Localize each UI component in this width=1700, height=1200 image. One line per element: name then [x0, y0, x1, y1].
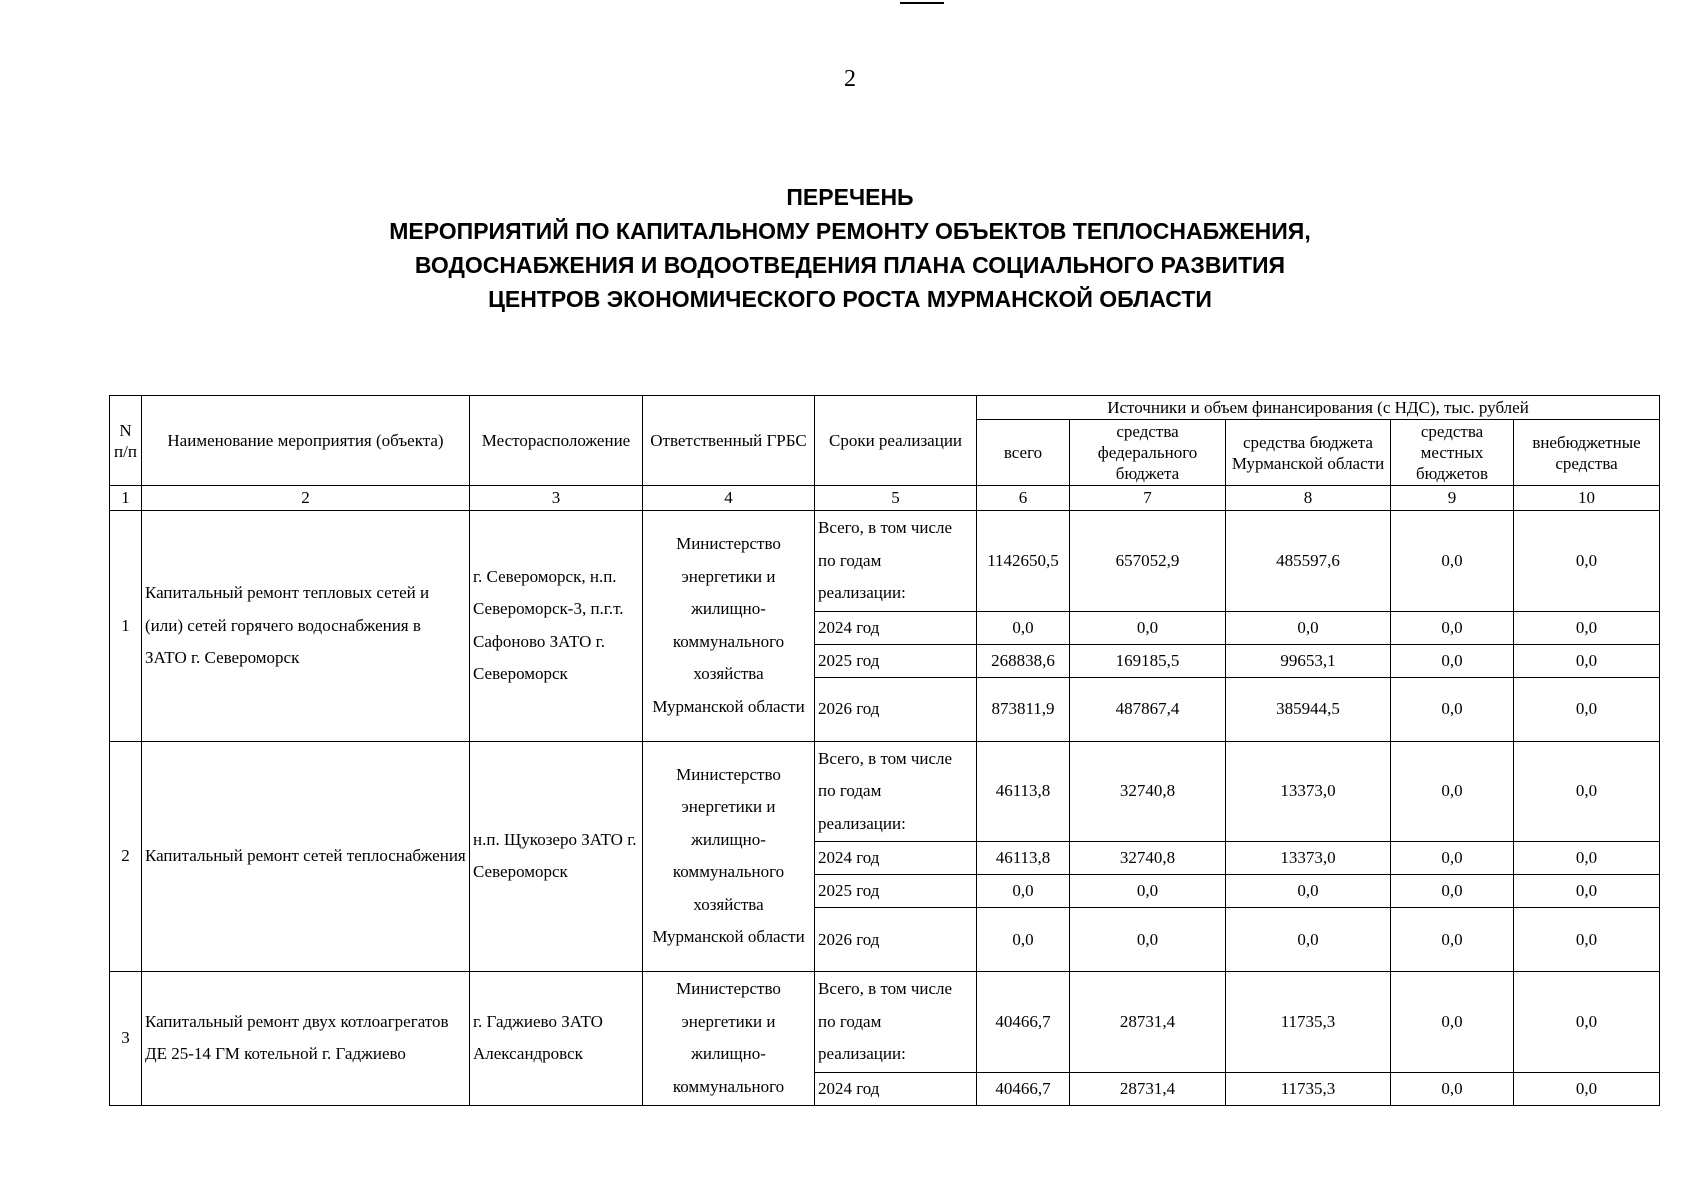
total-value: 46113,8	[977, 842, 1070, 875]
table-row	[110, 741, 1660, 842]
federal-value: 32740,8	[1070, 842, 1226, 875]
column-number: 2	[142, 486, 470, 511]
regional-value: 11735,3	[1226, 972, 1391, 1073]
term: 2024 год	[815, 1072, 977, 1105]
table-row	[110, 972, 1660, 1073]
extra-value: 0,0	[1514, 611, 1660, 644]
location: г. Гаджиево ЗАТО Александровск	[470, 972, 643, 1106]
total-value: 46113,8	[977, 741, 1070, 842]
header-extra: внебюджетные средства	[1514, 420, 1660, 486]
term: 2026 год	[815, 677, 977, 741]
total-value: 0,0	[977, 611, 1070, 644]
local-value: 0,0	[1391, 908, 1514, 972]
column-number: 8	[1226, 486, 1391, 511]
total-value: 0,0	[977, 908, 1070, 972]
regional-value: 0,0	[1226, 908, 1391, 972]
term: Всего, в том числе по годам реализации:	[815, 511, 977, 612]
title-line: МЕРОПРИЯТИЙ ПО КАПИТАЛЬНОМУ РЕМОНТУ ОБЪЕКТОВ ТЕПЛОСНАБЖЕНИЯ,	[389, 218, 1311, 244]
regional-value: 0,0	[1226, 611, 1391, 644]
row-number: 3	[110, 972, 142, 1106]
term: Всего, в том числе по годам реализации:	[815, 972, 977, 1073]
location: г. Североморск, н.п. Североморск-3, п.г.т. Сафоново ЗАТО г. Североморск	[470, 511, 643, 742]
term: 2026 год	[815, 908, 977, 972]
extra-value: 0,0	[1514, 741, 1660, 842]
column-number: 7	[1070, 486, 1226, 511]
term: 2024 год	[815, 842, 977, 875]
measure-name: Капитальный ремонт двух котлоагрегатов ДЕ 25-14 ГМ котельной г. Гаджиево	[142, 972, 470, 1106]
table-row	[110, 511, 1660, 612]
column-number: 9	[1391, 486, 1514, 511]
federal-value: 0,0	[1070, 908, 1226, 972]
responsible-grbs: Министерство энергетики и жилищно-коммунального хозяйства Мурманской области	[643, 741, 815, 972]
extra-value: 0,0	[1514, 677, 1660, 741]
extra-value: 0,0	[1514, 972, 1660, 1073]
column-number: 1	[110, 486, 142, 511]
title-line: ПЕРЕЧЕНЬ	[786, 184, 914, 210]
local-value: 0,0	[1391, 511, 1514, 612]
federal-value: 0,0	[1070, 875, 1226, 908]
total-value: 1142650,5	[977, 511, 1070, 612]
total-value: 40466,7	[977, 972, 1070, 1073]
header-funding-group: Источники и объем финансирования (с НДС), тыс. рублей	[977, 396, 1660, 420]
measure-name: Капитальный ремонт сетей теплоснабжения	[142, 741, 470, 972]
local-value: 0,0	[1391, 972, 1514, 1073]
row-number: 2	[110, 741, 142, 972]
extra-value: 0,0	[1514, 875, 1660, 908]
regional-value: 11735,3	[1226, 1072, 1391, 1105]
top-mark	[900, 2, 944, 4]
header-grbs: Ответственный ГРБС	[643, 396, 815, 486]
federal-value: 169185,5	[1070, 644, 1226, 677]
regional-value: 99653,1	[1226, 644, 1391, 677]
federal-value: 28731,4	[1070, 1072, 1226, 1105]
header-row	[110, 396, 1660, 420]
regional-value: 485597,6	[1226, 511, 1391, 612]
page-number: 2	[844, 66, 856, 92]
responsible-grbs: Министерство энергетики и жилищно-коммунального хозяйства Мурманской области	[643, 511, 815, 742]
column-number-row	[110, 486, 1660, 511]
header-terms: Сроки реализации	[815, 396, 977, 486]
term: 2024 год	[815, 611, 977, 644]
header-num: N п/п	[110, 396, 142, 486]
location: н.п. Щукозеро ЗАТО г. Североморск	[470, 741, 643, 972]
regional-value: 13373,0	[1226, 741, 1391, 842]
column-number: 3	[470, 486, 643, 511]
responsible-grbs: Министерство энергетики и жилищно-коммунального	[643, 972, 815, 1106]
local-value: 0,0	[1391, 741, 1514, 842]
regional-value: 0,0	[1226, 875, 1391, 908]
header-total: всего	[977, 420, 1070, 486]
row-number: 1	[110, 511, 142, 742]
measures-table	[109, 395, 1660, 1106]
extra-value: 0,0	[1514, 644, 1660, 677]
extra-value: 0,0	[1514, 842, 1660, 875]
header-name: Наименование мероприятия (объекта)	[142, 396, 470, 486]
local-value: 0,0	[1391, 875, 1514, 908]
federal-value: 32740,8	[1070, 741, 1226, 842]
term: 2025 год	[815, 644, 977, 677]
total-value: 40466,7	[977, 1072, 1070, 1105]
federal-value: 657052,9	[1070, 511, 1226, 612]
federal-value: 487867,4	[1070, 677, 1226, 741]
title-line: ЦЕНТРОВ ЭКОНОМИЧЕСКОГО РОСТА МУРМАНСКОЙ ОБЛАСТИ	[488, 286, 1212, 312]
column-number: 6	[977, 486, 1070, 511]
extra-value: 0,0	[1514, 1072, 1660, 1105]
column-number: 5	[815, 486, 977, 511]
term: Всего, в том числе по годам реализации:	[815, 741, 977, 842]
header-local: средства местных бюджетов	[1391, 420, 1514, 486]
local-value: 0,0	[1391, 677, 1514, 741]
total-value: 0,0	[977, 875, 1070, 908]
title-line: ВОДОСНАБЖЕНИЯ И ВОДООТВЕДЕНИЯ ПЛАНА СОЦИАЛЬНОГО РАЗВИТИЯ	[414, 252, 1286, 278]
column-number: 10	[1514, 486, 1660, 511]
extra-value: 0,0	[1514, 511, 1660, 612]
federal-value: 0,0	[1070, 611, 1226, 644]
column-number: 4	[643, 486, 815, 511]
total-value: 873811,9	[977, 677, 1070, 741]
extra-value: 0,0	[1514, 908, 1660, 972]
term: 2025 год	[815, 875, 977, 908]
header-location: Месторасположение	[470, 396, 643, 486]
local-value: 0,0	[1391, 1072, 1514, 1105]
header-federal: средства федерального бюджета	[1070, 420, 1226, 486]
regional-value: 13373,0	[1226, 842, 1391, 875]
local-value: 0,0	[1391, 644, 1514, 677]
federal-value: 28731,4	[1070, 972, 1226, 1073]
document-title	[0, 180, 1700, 316]
local-value: 0,0	[1391, 842, 1514, 875]
measure-name: Капитальный ремонт тепловых сетей и (или) сетей горячего водоснабжения в ЗАТО г. Североморск	[142, 511, 470, 742]
total-value: 268838,6	[977, 644, 1070, 677]
local-value: 0,0	[1391, 611, 1514, 644]
regional-value: 385944,5	[1226, 677, 1391, 741]
header-regional: средства бюджета Мурманской области	[1226, 420, 1391, 486]
